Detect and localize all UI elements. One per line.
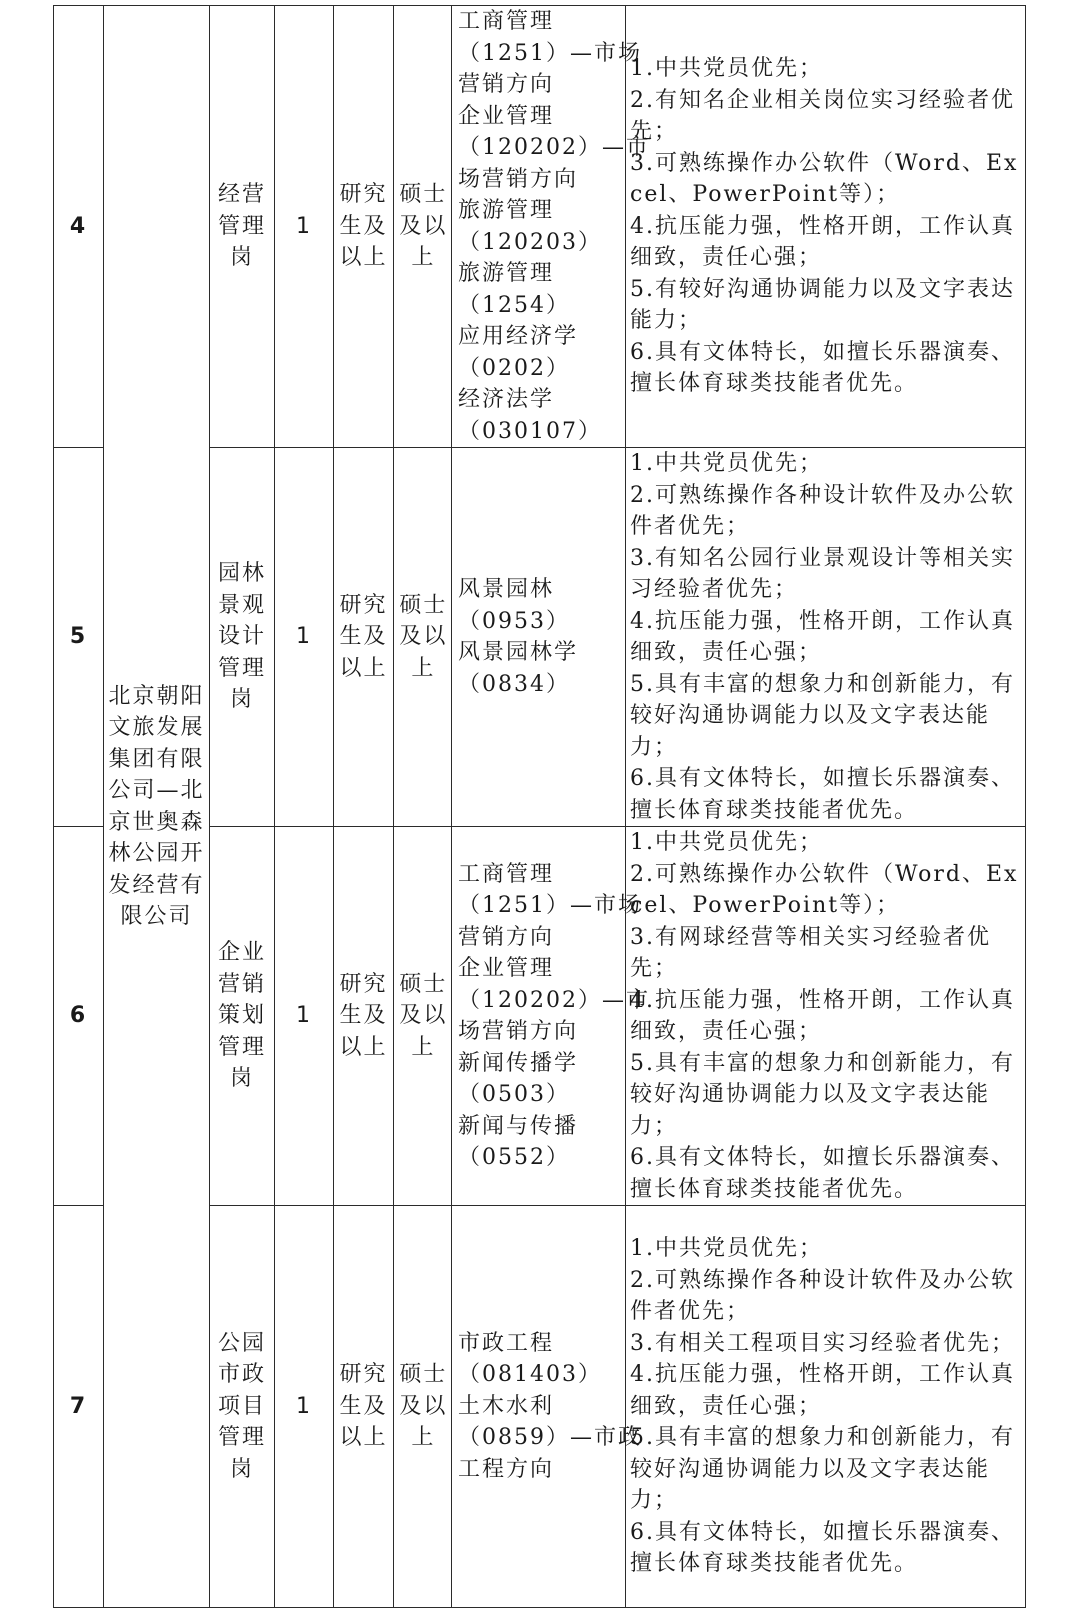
table-row (54, 6, 1026, 448)
post-name: 园林景观设计管理岗 (217, 561, 266, 713)
degree-requirement: 硕士及以上 (399, 971, 448, 1060)
requirement-item: 3.有知名公园行业景观设计等相关实习经验者优先； (630, 545, 1015, 602)
requirement-item: 2.可熟练操作各种设计软件及办公软件者优先； (630, 1267, 1015, 1325)
education-requirement: 研究生及以上 (339, 182, 388, 271)
headcount-cell (275, 1206, 334, 1608)
headcount-cell (275, 448, 334, 827)
post-name: 经营管理岗 (217, 182, 266, 271)
major-line: 工商管理 (458, 861, 555, 887)
major-line: （1254） (458, 292, 570, 318)
degree-requirement: 硕士及以上 (399, 182, 448, 271)
row-number (54, 827, 104, 1206)
requirements-cell (626, 827, 1026, 1206)
education-requirement: 研究生及以上 (339, 971, 388, 1060)
requirement-item: 6.具有文体特长，如擅长乐器演奏、擅长体育球类技能者优先。 (630, 1145, 1015, 1202)
major-line: 新闻传播学 (458, 1050, 579, 1076)
major-line: （030107） (458, 418, 602, 444)
requirement-item: 1.中共党员优先； (630, 830, 823, 855)
row-number (54, 1206, 104, 1608)
requirement-item: 6.具有文体特长，如擅长乐器演奏、擅长体育球类技能者优先。 (630, 339, 1015, 397)
degree-cell (394, 6, 452, 448)
requirement-item: 4.抗压能力强，性格开朗，工作认真细致，责任心强； (630, 987, 1015, 1044)
requirement-item: 1.中共党员优先； (630, 1236, 823, 1262)
post-name: 公园市政项目管理岗 (217, 1330, 266, 1482)
degree-cell (394, 448, 452, 827)
requirement-item: 5.具有丰富的想象力和创新能力，有较好沟通协调能力以及文字表达能力； (630, 1050, 1015, 1139)
major-line: （1251）—市场 (458, 40, 642, 66)
major-line: 工程方向 (458, 1456, 555, 1482)
row-number-text: 4 (69, 213, 88, 239)
headcount-cell (275, 6, 334, 448)
major-line: 营销方向 (458, 72, 555, 97)
requirement-item: 4.抗压能力强，性格开朗，工作认真细致，责任心强； (630, 1362, 1015, 1419)
headcount: 1 (296, 1003, 312, 1029)
requirement-item: 1.中共党员优先； (630, 56, 823, 82)
major-line: 场营销方向 (458, 166, 579, 192)
unit-name: 北京朝阳文旅发展集团有限公司—北京世奥森林公园开发经营有限公司 (108, 683, 205, 929)
requirement-item: 6.具有文体特长，如擅长乐器演奏、擅长体育球类技能者优先。 (630, 1519, 1015, 1577)
major-line: 土木水利 (458, 1393, 555, 1419)
major-cell (452, 1206, 642, 1608)
major-line: （0859）—市政 (458, 1425, 642, 1451)
education-cell (334, 1206, 394, 1608)
major-line: （120202）—市 (458, 135, 650, 160)
major-line: 企业管理 (458, 956, 555, 981)
major-line: 旅游管理 (458, 198, 555, 223)
degree-requirement: 硕士及以上 (399, 1362, 448, 1451)
major-line: （0953） (458, 608, 570, 634)
requirement-item: 4.抗压能力强，性格开朗，工作认真细致，责任心强； (630, 213, 1015, 271)
education-cell (334, 448, 394, 827)
major-line: （1251）—市场 (458, 893, 642, 918)
major-line: （081403） (458, 1362, 602, 1388)
requirement-item: 3.有相关工程项目实习经验者优先； (630, 1330, 1015, 1356)
row-number-text: 6 (69, 1003, 88, 1029)
recruitment-table (53, 5, 1026, 1608)
headcount-cell (275, 827, 334, 1206)
degree-cell (394, 1206, 452, 1608)
major-line: （0834） (458, 671, 570, 697)
post-name-cell (210, 448, 275, 827)
major-line: 工商管理 (458, 9, 555, 34)
major-line: 场营销方向 (458, 1019, 579, 1044)
education-cell (334, 827, 394, 1206)
major-line: 风景园林学 (458, 640, 579, 665)
headcount: 1 (296, 213, 312, 239)
degree-cell (394, 827, 452, 1206)
major-line: 新闻与传播 (458, 1113, 579, 1139)
requirements-cell (626, 6, 1026, 448)
requirement-item: 3.可熟练操作办公软件（Word、Excel、PowerPoint等）； (630, 150, 1019, 208)
requirements-cell (626, 448, 1026, 827)
requirement-item: 5.具有丰富的想象力和创新能力，有较好沟通协调能力以及文字表达能力； (630, 1425, 1015, 1514)
major-line: （120203） (458, 229, 602, 255)
major-line: 旅游管理 (458, 261, 555, 286)
major-cell (452, 6, 650, 448)
requirement-item: 5.具有丰富的想象力和创新能力，有较好沟通协调能力以及文字表达能力； (630, 671, 1015, 760)
education-cell (334, 6, 394, 448)
post-name: 企业营销策划管理岗 (217, 940, 266, 1092)
requirements-cell (626, 1206, 1026, 1608)
row-number-text: 7 (69, 1393, 88, 1419)
requirement-item: 5.有较好沟通协调能力以及文字表达能力； (630, 276, 1015, 334)
headcount: 1 (296, 624, 312, 650)
education-requirement: 研究生及以上 (339, 592, 388, 681)
major-cell (452, 827, 650, 1206)
major-line: 经济法学 (458, 387, 555, 412)
major-line: （120202）—市 (458, 987, 650, 1013)
requirement-item: 1.中共党员优先； (630, 451, 823, 476)
row-number (54, 6, 104, 448)
unit-name-cell (104, 6, 210, 1608)
major-line: 市政工程 (458, 1330, 555, 1356)
major-line: 应用经济学 (458, 324, 579, 349)
post-name-cell (210, 1206, 275, 1608)
major-cell (452, 448, 626, 827)
degree-requirement: 硕士及以上 (399, 592, 448, 681)
requirement-item: 6.具有文体特长，如擅长乐器演奏、擅长体育球类技能者优先。 (630, 766, 1015, 823)
post-name-cell (210, 827, 275, 1206)
headcount: 1 (296, 1393, 312, 1419)
row-number-text: 5 (69, 624, 88, 650)
major-line: 风景园林 (458, 577, 555, 602)
requirement-item: 4.抗压能力强，性格开朗，工作认真细致，责任心强； (630, 608, 1015, 665)
post-name-cell (210, 6, 275, 448)
requirement-item: 2.可熟练操作办公软件（Word、Excel、PowerPoint等）； (630, 861, 1019, 918)
requirement-item: 3.有网球经营等相关实习经验者优先； (630, 924, 991, 981)
major-line: （0552） (458, 1145, 570, 1170)
requirement-item: 2.有知名企业相关岗位实习经验者优先； (630, 87, 1015, 145)
row-number (54, 448, 104, 827)
requirement-item: 2.可熟练操作各种设计软件及办公软件者优先； (630, 482, 1015, 539)
major-line: 营销方向 (458, 924, 555, 950)
major-line: 企业管理 (458, 103, 555, 129)
major-line: （0202） (458, 355, 570, 381)
education-requirement: 研究生及以上 (339, 1362, 388, 1451)
major-line: （0503） (458, 1082, 570, 1107)
